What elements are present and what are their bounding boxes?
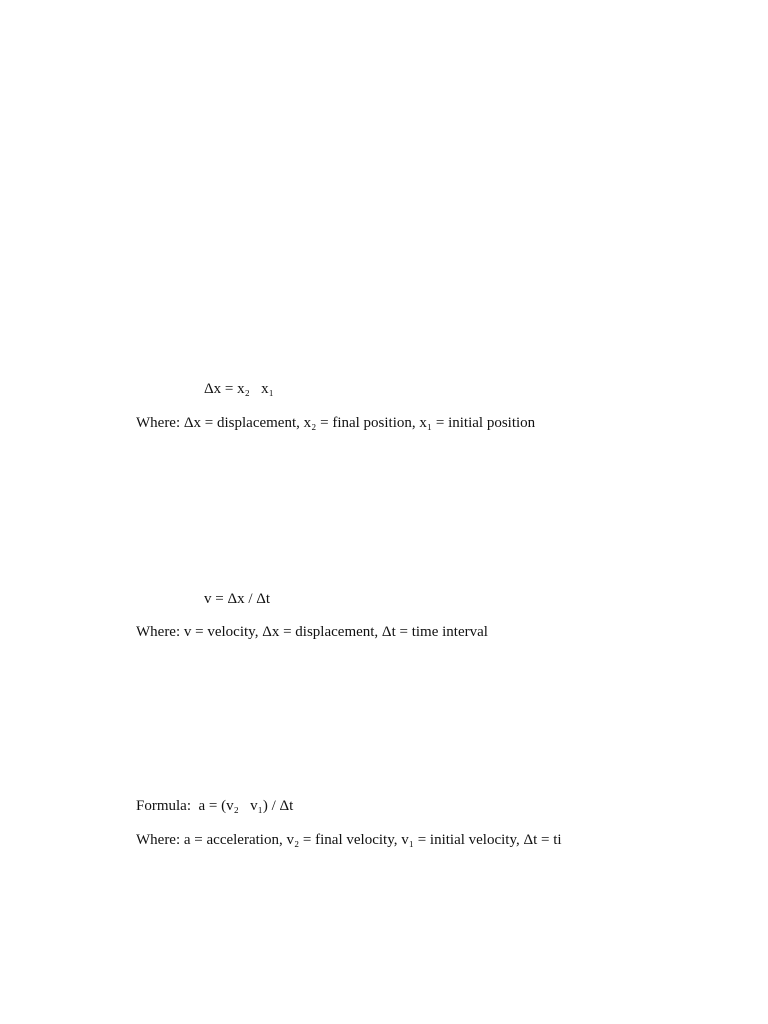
velocity-formula: v = Δx / Δt (204, 591, 271, 607)
velocity-definitions: Where: v = velocity, Δx = displacement, Δt = time interval (136, 624, 488, 640)
acceleration-formula: Formula: a = (v₂ v₁) / Δt (136, 798, 294, 814)
displacement-formula: Δx = x₂ x₁ (204, 381, 274, 397)
displacement-definitions: Where: Δx = displacement, x₂ = final position, x₁ = initial position (136, 415, 536, 431)
acceleration-definitions: Where: a = acceleration, v₂ = final velocity, v₁ = initial velocity, Δt = ti (136, 832, 562, 848)
